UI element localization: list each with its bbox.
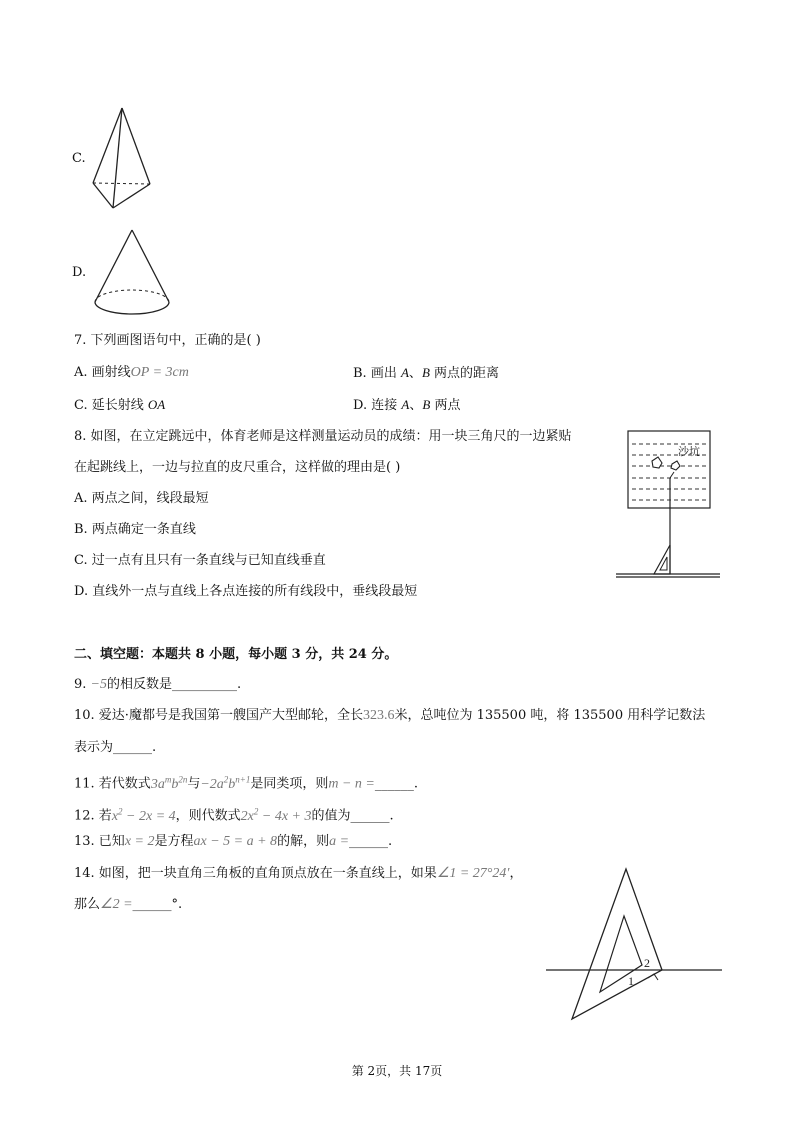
q11-math-2 [200, 774, 251, 792]
q11 [74, 769, 418, 795]
q11-m2b: b [228, 776, 236, 792]
q12-m1: x [111, 808, 119, 824]
q11-text-a: 11. 若代数式 [74, 776, 151, 792]
q13-math-1: x = 2 [124, 834, 155, 849]
q7-a-math: OP = 3cm [130, 365, 189, 380]
q10-math: 323.6 [362, 708, 395, 723]
q10-text-a: 10. 爱达·魔都号是我国第一艘国产大型邮轮，全长 [74, 708, 363, 723]
angle-1-label: 1 [628, 974, 634, 988]
page-footer: 第 2页，共 17页 [351, 1064, 443, 1078]
q14-text-d: ______°. [132, 897, 183, 912]
q12-text-c: 的值为______. [311, 808, 394, 824]
q7-b-suffix: 两点的距离 [434, 366, 500, 381]
q7-d-text: D. 连接 [353, 398, 398, 413]
angle-2-label: 2 [644, 956, 650, 970]
q7-option-a [74, 363, 189, 383]
q12-text-b: ，则代数式 [175, 808, 241, 824]
q8-option-c: C. 过一点有且只有一条直线与已知直线垂直 [74, 553, 326, 568]
q10-line2: 表示为______. [74, 740, 157, 755]
q10-line1 [74, 706, 705, 726]
q11-math-1 [150, 774, 188, 792]
sandpit-figure [612, 428, 722, 578]
q13-text-b: 是方程 [154, 834, 194, 849]
q13-text-d: ______. [349, 834, 393, 849]
section-2-heading: 二、填空题：本题共 8 小题，每小题 3 分，共 24 分。 [74, 647, 398, 662]
q7-option-b [353, 363, 499, 384]
q8-option-b: B. 两点确定一条直线 [74, 522, 196, 537]
q7-option-d [353, 395, 460, 416]
q12-m1b: − 2x = 4 [122, 808, 176, 824]
q13-text-c: 的解，则 [277, 834, 330, 849]
q7-b-point-a: A [400, 365, 409, 380]
triangular-pyramid-figure [90, 104, 160, 214]
q7-a-text: A. 画射线 [74, 365, 131, 380]
q7-d-sep: 、 [409, 398, 423, 413]
q14-line2 [74, 895, 182, 915]
q11-text-b: 与 [187, 776, 201, 792]
q11-math-3: m − n = [328, 776, 375, 792]
option-d-label: D. [72, 265, 87, 280]
q12-m2b: − 4x + 3 [258, 808, 312, 824]
q8-stem-line1: 8. 如图，在立定跳远中，体育老师是这样测量运动员的成绩：用一块三角尺的一边紧贴 [74, 429, 572, 444]
q7-c-text: C. 延长射线 [74, 398, 144, 413]
q13-text-a: 13. 已知 [74, 834, 125, 849]
q7-d-suffix: 两点 [434, 398, 461, 413]
q12-m1-sup: 2 [118, 806, 123, 816]
q7-stem: 7. 下列画图语句中，正确的是( ) [74, 333, 261, 348]
q7-b-point-b: B [421, 365, 430, 380]
q7-d-point-a: A [401, 397, 410, 412]
q14-line1 [74, 864, 523, 884]
option-c-label: C. [72, 151, 86, 166]
q12-m2: 2x [240, 808, 254, 824]
q11-text-c: 是同类项，则 [250, 776, 329, 792]
q12-text-a: 12. 若 [74, 808, 112, 824]
q14-text-c: 那么 [74, 897, 101, 912]
q9 [74, 675, 241, 695]
q7-option-c [74, 395, 165, 416]
q12-math-2 [240, 806, 312, 824]
q11-m1-sup: m [164, 774, 172, 784]
q11-m1b: b [171, 776, 179, 792]
q14-math-1: ∠1 = 27°24′ [436, 866, 510, 881]
cone-figure [88, 226, 178, 321]
q7-d-point-b: B [422, 397, 431, 412]
q14-math-2: ∠2 = [100, 897, 133, 912]
set-square-figure [544, 864, 724, 1024]
q7-c-math: OA [147, 397, 166, 412]
q8-stem-line2: 在起跳线上，一边与拉直的皮尺重合，这样做的理由是( ) [74, 460, 401, 475]
q12-math-1 [111, 806, 176, 824]
q12-m2-sup: 2 [253, 806, 259, 816]
q11-m2b-sup: n+1 [235, 774, 251, 784]
q7-b-text: B. 画出 [353, 366, 397, 381]
q11-m2-sup: 2 [223, 774, 229, 784]
q11-m1: 3a [150, 776, 165, 792]
q13 [74, 832, 392, 852]
sandpit-label: 沙坑 [678, 445, 700, 458]
q8-option-a: A. 两点之间，线段最短 [74, 491, 209, 506]
q14-text-a: 14. 如图，把一块直角三角板的直角顶点放在一条直线上，如果 [74, 866, 437, 881]
q13-math-3: a = [329, 834, 350, 849]
q14-text-b: ， [509, 866, 523, 881]
q7-b-sep: 、 [408, 366, 422, 381]
q11-m2: −2a [200, 776, 224, 792]
q13-math-2: ax − 5 = a + 8 [193, 834, 278, 849]
q10-text-b: 米，总吨位为 135500 吨，将 135500 用科学记数法 [394, 708, 706, 723]
q8-option-d: D. 直线外一点与直线上各点连接的所有线段中，垂线段最短 [74, 584, 418, 599]
q9-suffix: 的相反数是__________. [107, 677, 242, 692]
q9-math: −5 [90, 677, 107, 692]
q9-prefix: 9. [74, 677, 91, 692]
q11-m1b-sup: 2n [178, 774, 188, 784]
q12 [74, 801, 394, 827]
q11-text-d: ______. [374, 776, 419, 792]
